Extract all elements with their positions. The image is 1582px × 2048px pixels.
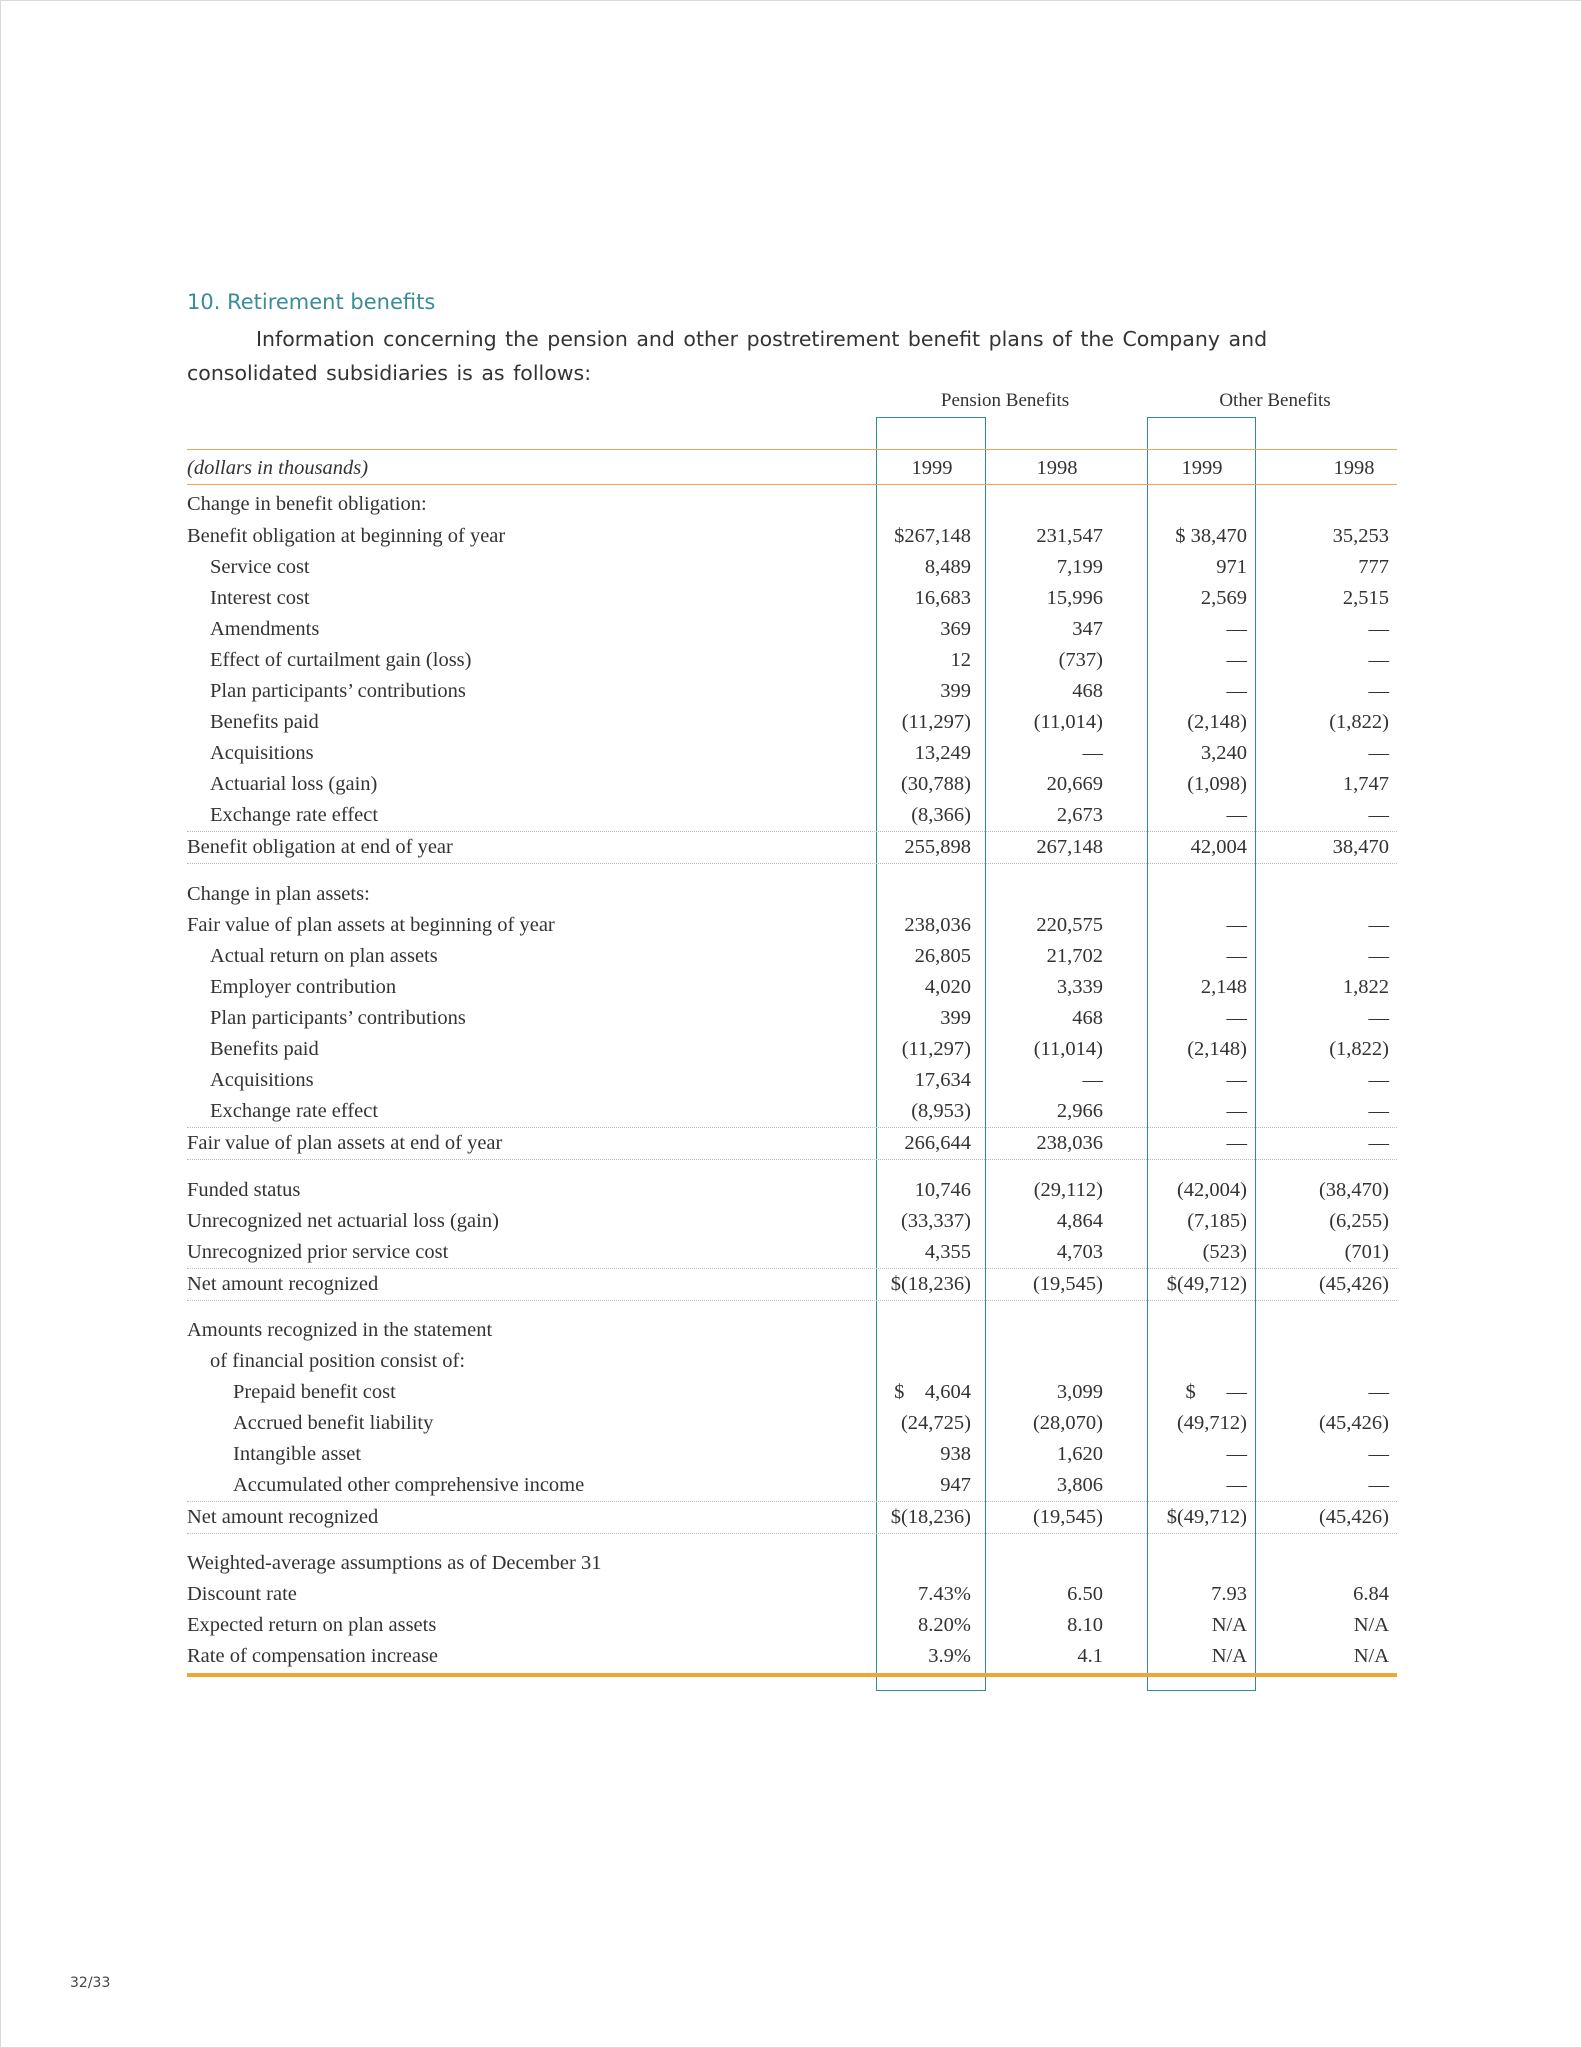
row-label: Amendments bbox=[210, 618, 320, 640]
table-row bbox=[1, 707, 1582, 737]
row-label: Service cost bbox=[210, 556, 310, 578]
table-bottom-rule bbox=[187, 1673, 1397, 1677]
cell: 6.50 bbox=[1067, 1583, 1103, 1605]
table-header-row bbox=[1, 453, 1582, 483]
cell: — bbox=[1368, 1069, 1389, 1091]
row-label: Accrued benefit liability bbox=[233, 1412, 434, 1434]
cell: 399 bbox=[940, 1007, 971, 1029]
table-row bbox=[1, 614, 1582, 644]
table-row bbox=[1, 738, 1582, 768]
other-benefits-heading: Other Benefits bbox=[1219, 390, 1331, 411]
table-row bbox=[1, 1065, 1582, 1095]
cell: — bbox=[1368, 914, 1389, 936]
row-label: Fair value of plan assets at end of year bbox=[187, 1132, 503, 1154]
cell: 266,644 bbox=[904, 1132, 971, 1154]
cell: — bbox=[1226, 1132, 1247, 1154]
table-row bbox=[1, 1439, 1582, 1469]
cell: — bbox=[1368, 1474, 1389, 1496]
table-row bbox=[1, 1548, 1582, 1578]
cell: N/A bbox=[1211, 1645, 1247, 1667]
cell: $ 38,470 bbox=[1175, 525, 1247, 547]
cell: — bbox=[1368, 804, 1389, 826]
cell: 267,148 bbox=[1036, 836, 1103, 858]
cell: (701) bbox=[1344, 1241, 1389, 1263]
cell: 238,036 bbox=[904, 914, 971, 936]
cell: — bbox=[1368, 1007, 1389, 1029]
row-label: Interest cost bbox=[210, 587, 310, 609]
cell: 238,036 bbox=[1036, 1132, 1103, 1154]
cell: (2,148) bbox=[1187, 1038, 1247, 1060]
col-header: 1999 bbox=[1181, 457, 1223, 479]
cell: — bbox=[1226, 618, 1247, 640]
cell: — bbox=[1226, 1100, 1247, 1122]
row-label: Intangible asset bbox=[233, 1443, 362, 1465]
cell: 4,355 bbox=[924, 1241, 971, 1263]
cell: 38,470 bbox=[1332, 836, 1389, 858]
cell: — bbox=[1368, 945, 1389, 967]
cell: — bbox=[1368, 1100, 1389, 1122]
row-label: of financial position consist of: bbox=[210, 1350, 466, 1372]
total-rule bbox=[187, 1159, 1397, 1160]
row-label: Benefit obligation at end of year bbox=[187, 836, 453, 858]
row-label: Accumulated other comprehensive income bbox=[233, 1474, 585, 1496]
row-label: Benefits paid bbox=[210, 711, 319, 733]
cell: — bbox=[1368, 1132, 1389, 1154]
cell: (11,297) bbox=[901, 1038, 971, 1060]
cell: 3,240 bbox=[1200, 742, 1247, 764]
section-title: 10. Retirement benefits bbox=[187, 290, 436, 314]
page-number: 32/33 bbox=[70, 1975, 111, 1991]
cell: (33,337) bbox=[900, 1210, 971, 1232]
cell: 4.1 bbox=[1077, 1645, 1103, 1667]
cell: 8.10 bbox=[1067, 1614, 1103, 1636]
cell: 15,996 bbox=[1046, 587, 1103, 609]
cell: 35,253 bbox=[1332, 525, 1389, 547]
col-header: 1998 bbox=[1036, 457, 1078, 479]
cell: 1,747 bbox=[1342, 773, 1389, 795]
cell: — bbox=[1226, 945, 1247, 967]
cell: $(49,712) bbox=[1166, 1506, 1247, 1528]
cell: (19,545) bbox=[1032, 1273, 1103, 1295]
row-label: Rate of compensation increase bbox=[187, 1645, 439, 1667]
row-label: Benefits paid bbox=[210, 1038, 319, 1060]
table-row bbox=[1, 941, 1582, 971]
cell: — bbox=[1368, 742, 1389, 764]
col-header: 1998 bbox=[1333, 457, 1375, 479]
cell: 777 bbox=[1358, 556, 1389, 578]
cell: 947 bbox=[940, 1474, 971, 1496]
table-row bbox=[1, 676, 1582, 706]
table-row bbox=[1, 800, 1582, 830]
cell: (49,712) bbox=[1176, 1412, 1247, 1434]
cell: 7.43% bbox=[918, 1583, 971, 1605]
table-row bbox=[1, 1346, 1582, 1376]
total-rule bbox=[187, 863, 1397, 864]
row-label: Acquisitions bbox=[210, 742, 314, 764]
intro-paragraph: Information concerning the pension and other postretirement benefit plans of the Company and consolidated subsidiaries is as follows: bbox=[187, 327, 1268, 385]
cell: — bbox=[1226, 680, 1247, 702]
row-label: Discount rate bbox=[187, 1583, 297, 1605]
pension-benefits-heading: Pension Benefits bbox=[940, 390, 1070, 411]
table-row bbox=[1, 1377, 1582, 1407]
cell: (737) bbox=[1058, 649, 1103, 671]
row-label: Weighted-average assumptions as of December 31 bbox=[187, 1552, 602, 1574]
table-row bbox=[1, 489, 1582, 519]
cell: 1,822 bbox=[1342, 976, 1389, 998]
table-row bbox=[1, 1408, 1582, 1438]
header-top-rule bbox=[187, 449, 1397, 450]
cell: 2,515 bbox=[1342, 587, 1389, 609]
cell: 3.9% bbox=[928, 1645, 971, 1667]
cell: (8,366) bbox=[911, 804, 971, 826]
row-label: Change in benefit obligation: bbox=[187, 493, 427, 515]
cell: 468 bbox=[1072, 1007, 1103, 1029]
cell: (523) bbox=[1202, 1241, 1247, 1263]
cell: 8.20% bbox=[918, 1614, 971, 1636]
table-row bbox=[1, 879, 1582, 909]
table-row bbox=[1, 1470, 1582, 1500]
cell: — bbox=[1368, 649, 1389, 671]
cell: 3,099 bbox=[1056, 1381, 1103, 1403]
cell: 255,898 bbox=[904, 836, 971, 858]
cell: — bbox=[1226, 649, 1247, 671]
cell: 220,575 bbox=[1036, 914, 1103, 936]
cell: 10,746 bbox=[914, 1179, 971, 1201]
cell: (11,014) bbox=[1033, 711, 1103, 733]
table-row bbox=[1, 1128, 1582, 1158]
cell: (11,014) bbox=[1033, 1038, 1103, 1060]
table-row bbox=[1, 1610, 1582, 1640]
table-row bbox=[1, 972, 1582, 1002]
total-rule bbox=[187, 1533, 1397, 1534]
cell: 21,702 bbox=[1046, 945, 1103, 967]
row-label: Exchange rate effect bbox=[210, 804, 379, 826]
cell: 4,864 bbox=[1056, 1210, 1103, 1232]
row-label: Effect of curtailment gain (loss) bbox=[210, 649, 472, 671]
table-row bbox=[1, 521, 1582, 551]
cell: (2,148) bbox=[1187, 711, 1247, 733]
cell: 347 bbox=[1072, 618, 1103, 640]
table-row bbox=[1, 1641, 1582, 1671]
cell: (42,004) bbox=[1176, 1179, 1247, 1201]
row-label: Unrecognized prior service cost bbox=[187, 1241, 449, 1263]
cell: 13,249 bbox=[914, 742, 971, 764]
cell: 4,020 bbox=[924, 976, 971, 998]
cell: (24,725) bbox=[900, 1412, 971, 1434]
row-label: Benefit obligation at beginning of year bbox=[187, 525, 506, 547]
cell: 2,673 bbox=[1056, 804, 1103, 826]
cell: 971 bbox=[1216, 556, 1247, 578]
cell: $ 4,604 bbox=[894, 1381, 971, 1403]
row-label: Actuarial loss (gain) bbox=[210, 773, 378, 795]
cell: $267,148 bbox=[894, 525, 971, 547]
table-row bbox=[1, 1502, 1582, 1532]
table-row bbox=[1, 583, 1582, 613]
cell: (8,953) bbox=[911, 1100, 971, 1122]
cell: (45,426) bbox=[1318, 1412, 1389, 1434]
cell: 3,806 bbox=[1056, 1474, 1103, 1496]
cell: 468 bbox=[1072, 680, 1103, 702]
header-bottom-rule bbox=[187, 484, 1397, 485]
cell: 12 bbox=[950, 649, 971, 671]
cell: (1,822) bbox=[1329, 711, 1389, 733]
cell: — bbox=[1368, 680, 1389, 702]
cell: 7,199 bbox=[1056, 556, 1103, 578]
cell: — bbox=[1368, 1443, 1389, 1465]
row-label: Funded status bbox=[187, 1179, 301, 1201]
cell: (28,070) bbox=[1032, 1412, 1103, 1434]
cell: $(49,712) bbox=[1166, 1273, 1247, 1295]
cell: — bbox=[1082, 1069, 1103, 1091]
row-label: Plan participants’ contributions bbox=[210, 680, 466, 702]
table-row bbox=[1, 645, 1582, 675]
cell: 26,805 bbox=[914, 945, 971, 967]
table-row bbox=[1, 832, 1582, 862]
cell: (7,185) bbox=[1187, 1210, 1247, 1232]
row-label: Unrecognized net actuarial loss (gain) bbox=[187, 1210, 499, 1232]
cell: — bbox=[1226, 1069, 1247, 1091]
row-label: Net amount recognized bbox=[187, 1506, 379, 1528]
table-row bbox=[1, 1269, 1582, 1299]
row-label: Amounts recognized in the statement bbox=[187, 1319, 493, 1341]
cell: (30,788) bbox=[900, 773, 971, 795]
row-label: Prepaid benefit cost bbox=[233, 1381, 396, 1403]
cell: 2,569 bbox=[1200, 587, 1247, 609]
table-row bbox=[1, 1315, 1582, 1345]
cell: 2,966 bbox=[1056, 1100, 1103, 1122]
cell: N/A bbox=[1353, 1645, 1389, 1667]
table-row bbox=[1, 769, 1582, 799]
row-label: Plan participants’ contributions bbox=[210, 1007, 466, 1029]
cell: (38,470) bbox=[1318, 1179, 1389, 1201]
cell: — bbox=[1226, 1443, 1247, 1465]
cell: (1,098) bbox=[1187, 773, 1247, 795]
cell: 6.84 bbox=[1353, 1583, 1389, 1605]
cell: 42,004 bbox=[1190, 836, 1247, 858]
row-label: Actual return on plan assets bbox=[210, 945, 438, 967]
cell: $ — bbox=[1185, 1381, 1247, 1403]
cell: 399 bbox=[940, 680, 971, 702]
row-label: Exchange rate effect bbox=[210, 1100, 379, 1122]
cell: N/A bbox=[1211, 1614, 1247, 1636]
cell: (11,297) bbox=[901, 711, 971, 733]
cell: N/A bbox=[1353, 1614, 1389, 1636]
cell: 4,703 bbox=[1056, 1241, 1103, 1263]
table-row bbox=[1, 1206, 1582, 1236]
cell: (1,822) bbox=[1329, 1038, 1389, 1060]
cell: (19,545) bbox=[1032, 1506, 1103, 1528]
cell: 2,148 bbox=[1200, 976, 1247, 998]
cell: 20,669 bbox=[1046, 773, 1103, 795]
cell: — bbox=[1082, 742, 1103, 764]
table-row bbox=[1, 1003, 1582, 1033]
cell: — bbox=[1226, 914, 1247, 936]
cell: $(18,236) bbox=[890, 1506, 971, 1528]
cell: 231,547 bbox=[1036, 525, 1103, 547]
table-row bbox=[1, 1579, 1582, 1609]
cell: (45,426) bbox=[1318, 1506, 1389, 1528]
row-label: Employer contribution bbox=[210, 976, 397, 998]
cell: 938 bbox=[940, 1443, 971, 1465]
cell: — bbox=[1226, 1474, 1247, 1496]
table-row bbox=[1, 1034, 1582, 1064]
table-row bbox=[1, 1096, 1582, 1126]
col-header: 1999 bbox=[911, 457, 953, 479]
cell: $(18,236) bbox=[890, 1273, 971, 1295]
cell: 8,489 bbox=[924, 556, 971, 578]
cell: 17,634 bbox=[914, 1069, 971, 1091]
row-label: Fair value of plan assets at beginning of year bbox=[187, 914, 555, 936]
table-row bbox=[1, 552, 1582, 582]
row-label: Net amount recognized bbox=[187, 1273, 379, 1295]
cell: 3,339 bbox=[1056, 976, 1103, 998]
cell: (45,426) bbox=[1318, 1273, 1389, 1295]
cell: 1,620 bbox=[1056, 1443, 1103, 1465]
cell: 7.93 bbox=[1211, 1583, 1247, 1605]
cell: — bbox=[1226, 804, 1247, 826]
table-row bbox=[1, 1237, 1582, 1267]
cell: 16,683 bbox=[914, 587, 971, 609]
intro-clip bbox=[187, 322, 1397, 392]
total-rule bbox=[187, 1300, 1397, 1301]
table-row bbox=[1, 1175, 1582, 1205]
row-label: Expected return on plan assets bbox=[187, 1614, 437, 1636]
table-row bbox=[1, 910, 1582, 940]
cell: 369 bbox=[940, 618, 971, 640]
cell: (29,112) bbox=[1033, 1179, 1103, 1201]
row-label: Acquisitions bbox=[210, 1069, 314, 1091]
cell: — bbox=[1226, 1007, 1247, 1029]
row-label: Change in plan assets: bbox=[187, 883, 370, 905]
units-label: (dollars in thousands) bbox=[187, 457, 369, 479]
cell: (6,255) bbox=[1329, 1210, 1389, 1232]
cell: — bbox=[1368, 1381, 1389, 1403]
cell: — bbox=[1368, 618, 1389, 640]
